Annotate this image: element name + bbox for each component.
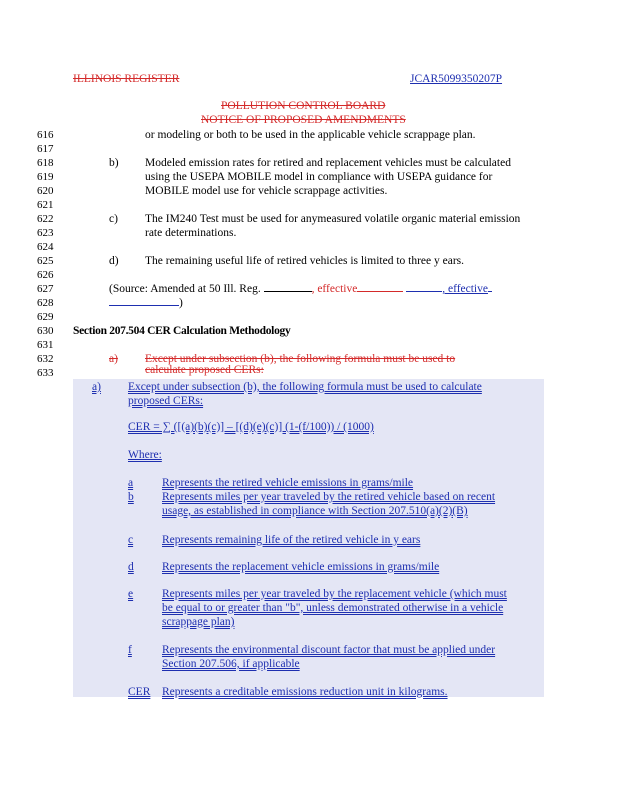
document-id: JCAR5099350207P — [410, 73, 503, 85]
line-number: 616 — [37, 129, 54, 141]
def-text: scrappage plan) — [162, 616, 235, 628]
line-number: 625 — [37, 255, 54, 267]
deleted-line: calculate proposed CERs: — [145, 364, 264, 376]
def-symbol: c — [128, 534, 134, 546]
line-number: 620 — [37, 185, 54, 197]
deleted-line: Except under subsection (b), the following formula must be used to — [145, 353, 456, 365]
body-line: or modeling or both to be used in the applicable vehicle scrappage plan. — [145, 129, 476, 141]
def-text: Represents miles per year traveled by the replacement vehicle (which must — [162, 588, 507, 600]
source-effective-deleted: , effective — [311, 283, 358, 295]
deleted-marker: a) — [109, 353, 118, 365]
def-text: Represents the retired vehicle emissions in grams/mile — [162, 477, 414, 489]
line-number: 629 — [37, 311, 54, 323]
cer-formula: CER = ∑ ([(a)(b)(c)] – [(d)(e)(c)] (1-(f/100)) / (1000) — [128, 421, 374, 433]
line-number: 626 — [37, 269, 54, 281]
source-close: ) — [179, 297, 183, 309]
blank-line — [357, 291, 403, 292]
def-text: Represents miles per year traveled by the retired vehicle based on recent — [162, 491, 496, 503]
where-label: Where: — [128, 449, 162, 461]
source-prefix: (Source: Amended at 50 Ill. Reg. — [109, 283, 261, 295]
def-text: Represents remaining life of the retired vehicle in y ears — [162, 534, 421, 546]
line-number: 619 — [37, 171, 54, 183]
body-line: using the USEPA MOBILE model in compliance with USEPA guidance for — [145, 171, 493, 183]
blank-line — [488, 291, 492, 292]
source-note — [109, 283, 492, 295]
line-number: 623 — [37, 227, 54, 239]
line-number: 632 — [37, 353, 54, 365]
source-note-close — [109, 297, 183, 309]
def-symbol: e — [128, 588, 134, 600]
blank-line — [109, 305, 179, 306]
body-line: Modeled emission rates for retired and replacement vehicles must be calculated — [145, 157, 511, 169]
body-line: The IM240 Test must be used for anymeasured volatile organic material emission — [145, 213, 521, 225]
def-text: usage, as established in compliance with Section 207.510(a)(2)(B) — [162, 505, 468, 517]
list-marker: b) — [109, 157, 119, 169]
def-text: Represents the environmental discount factor that must be applied under — [162, 644, 496, 656]
def-symbol: f — [128, 644, 132, 656]
body-line: MOBILE model use for vehicle scrappage activities. — [145, 185, 388, 197]
line-number: 631 — [37, 339, 54, 351]
list-marker: d) — [109, 255, 119, 267]
source-effective-inserted: , effective — [442, 283, 488, 295]
line-number: 621 — [37, 199, 54, 211]
def-text: Represents the replacement vehicle emissions in grams/mile — [162, 561, 440, 573]
register-title: ILLINOIS REGISTER — [73, 73, 180, 85]
inserted-line: Except under subsection (b), the following formula must be used to calculate — [128, 381, 482, 393]
line-number: 628 — [37, 297, 54, 309]
notice-title: NOTICE OF PROPOSED AMENDMENTS — [201, 114, 406, 126]
line-number: 618 — [37, 157, 54, 169]
def-text: Section 207.506, if applicable — [162, 658, 300, 670]
line-number: 622 — [37, 213, 54, 225]
inserted-line: proposed CERs: — [128, 395, 204, 407]
list-marker: c) — [109, 213, 118, 225]
def-symbol: b — [128, 491, 134, 503]
body-line: The remaining useful life of retired vehicles is limited to three y ears. — [145, 255, 465, 267]
line-number: 624 — [37, 241, 54, 253]
def-symbol: CER — [128, 686, 151, 698]
def-symbol: a — [128, 477, 134, 489]
section-heading: Section 207.504 CER Calculation Methodology — [73, 325, 291, 337]
def-symbol: d — [128, 561, 134, 573]
line-number: 630 — [37, 325, 54, 337]
line-number: 627 — [37, 283, 54, 295]
line-number: 617 — [37, 143, 54, 155]
inserted-marker: a) — [92, 381, 101, 393]
def-text: be equal to or greater than "b", unless demonstrated otherwise in a vehicle — [162, 602, 504, 614]
line-number: 633 — [37, 367, 54, 379]
def-text: Represents a creditable emissions reduction unit in kilograms. — [162, 686, 448, 698]
blank-line — [264, 291, 312, 292]
body-line: rate determinations. — [145, 227, 237, 239]
blank-line — [406, 291, 442, 292]
board-name: POLLUTION CONTROL BOARD — [221, 100, 386, 112]
